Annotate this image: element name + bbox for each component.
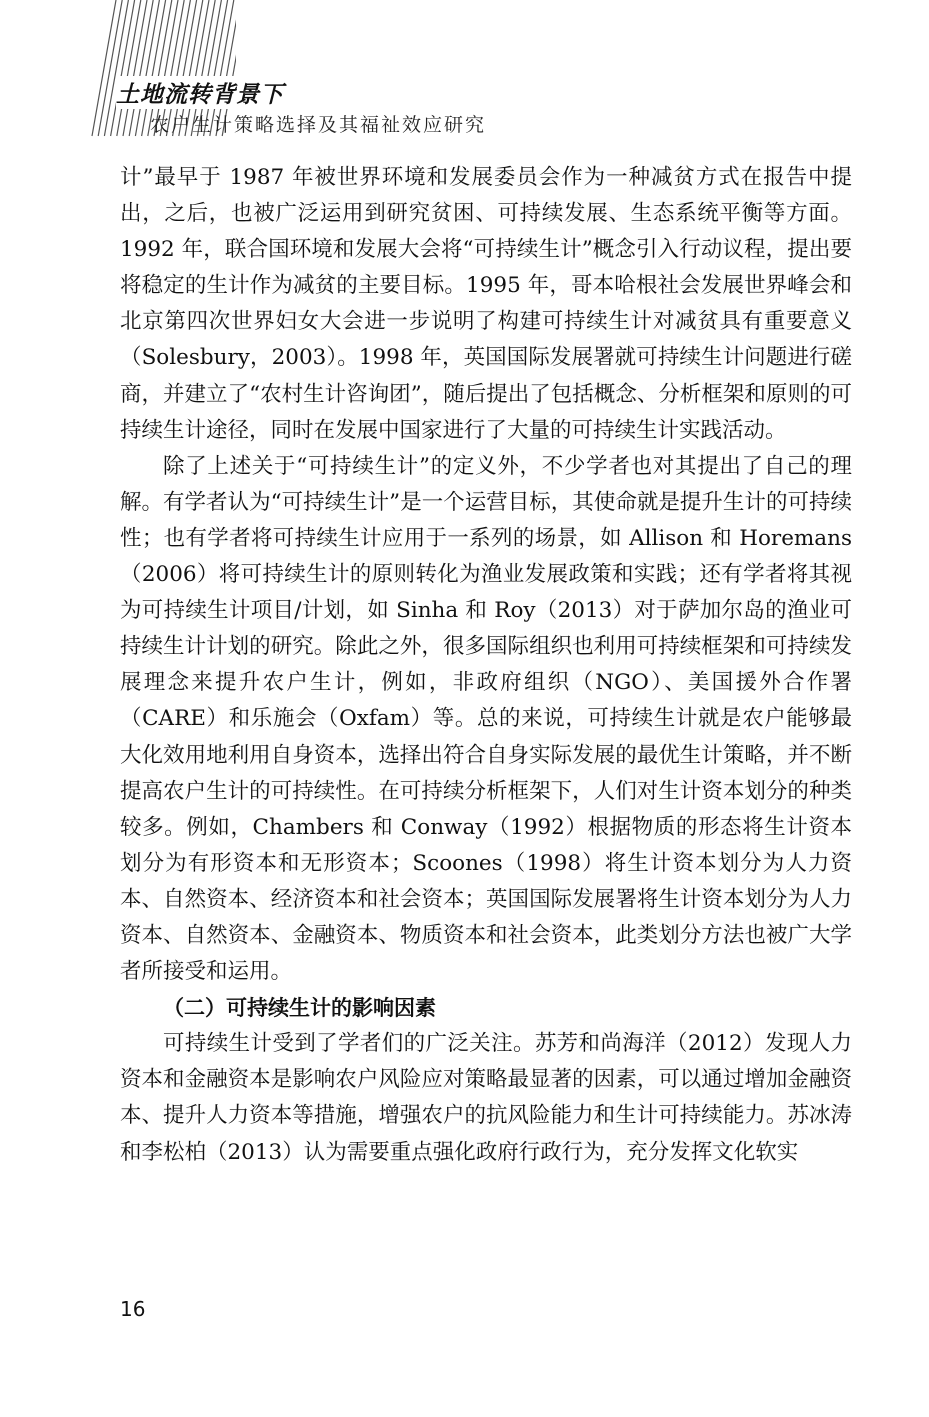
stripe-line xyxy=(111,0,135,136)
body-text xyxy=(120,160,852,1171)
paragraph-continued: 计”最早于 1987 年被世界环境和发展委员会作为一种减贫方式在报告中提出，之后，也被广泛运用到研究贫困、可持续发展、生态系统平衡等方面。1992 年，联合国环境和发展大会将“可持续生计”概念引入行动议程，提出要将稳定的生计作为减贫的主要目标。1995 年，哥本哈根社会发展世界峰会和北京第四次世界妇女大会进一步说明了构建可持续生计对减贫具有重要意义（Solesbury，2003）。1998 年，英国国际发展署就可持续生计问题进行磋商，并建立了“农村生计咨询团”，随后提出了包括概念、分析框架和原则的可持续生计途径，同时在发展中国家进行了大量的可持续生计实践活动。 xyxy=(120,165,852,443)
paragraph: 可持续生计受到了学者们的广泛关注。苏芳和尚海洋（2012）发现人力资本和金融资本是影响农户风险应对策略最显著的因素，可以通过增加金融资本、提升人力资本等措施，增强农户的抗风险能力和生计可持续能力。苏冰涛和李松柏（2013）认为需要重点强化政府行政行为，充分发挥文化软实 xyxy=(120,1031,852,1165)
stripe-line xyxy=(92,0,116,136)
section-heading: （二）可持续生计的影响因素 xyxy=(163,996,436,1021)
running-header-subtitle: 农户生计策略选择及其福祉效应研究 xyxy=(150,114,487,136)
stripe-line xyxy=(104,0,128,136)
paragraph: 除了上述关于“可持续生计”的定义外，不少学者也对其提出了自己的理解。有学者认为“可持续生计”是一个运营目标，其使命就是提升生计的可持续性；也有学者将可持续生计应用于一系列的场景，如 Allison 和 Horemans（2006）将可持续生计的原则转化为渔业发展政策和实践；还有学者将其视为可持续生计项目/计划，如 Sinha 和 Roy（2013）对于萨加尔岛的渔业可持续生计计划的研究。除此之外，很多国际组织也利用可持续框架和可持续发展理念来提升农户生计，例如，非政府组织（NGO）、美国援外合作署（CARE）和乐施会（Oxfam）等。总的来说，可持续生计就是农户能够最大化效用地利用自身资本，选择出符合自身实际发展的最优生计策略，并不断提高农户生计的可持续性。在可持续分析框架下，人们对生计资本划分的种类较多。例如，Chambers 和 Conway（1992）根据物质的形态将生计资本划分为有形资本和无形资本；Scoones（1998）将生计资本划分为人力资本、自然资本、经济资本和社会资本；英国国际发展署将生计资本划分为人力资本、自然资本、金融资本、物质资本和社会资本，此类划分方法也被广大学者所接受和运用。 xyxy=(120,453,852,985)
stripe-line xyxy=(117,0,141,136)
stripe-line xyxy=(123,0,147,136)
stripe-line xyxy=(98,0,122,136)
running-header-title: 土地流转背景下 xyxy=(116,76,288,109)
page-number: 16 xyxy=(120,1297,146,1321)
